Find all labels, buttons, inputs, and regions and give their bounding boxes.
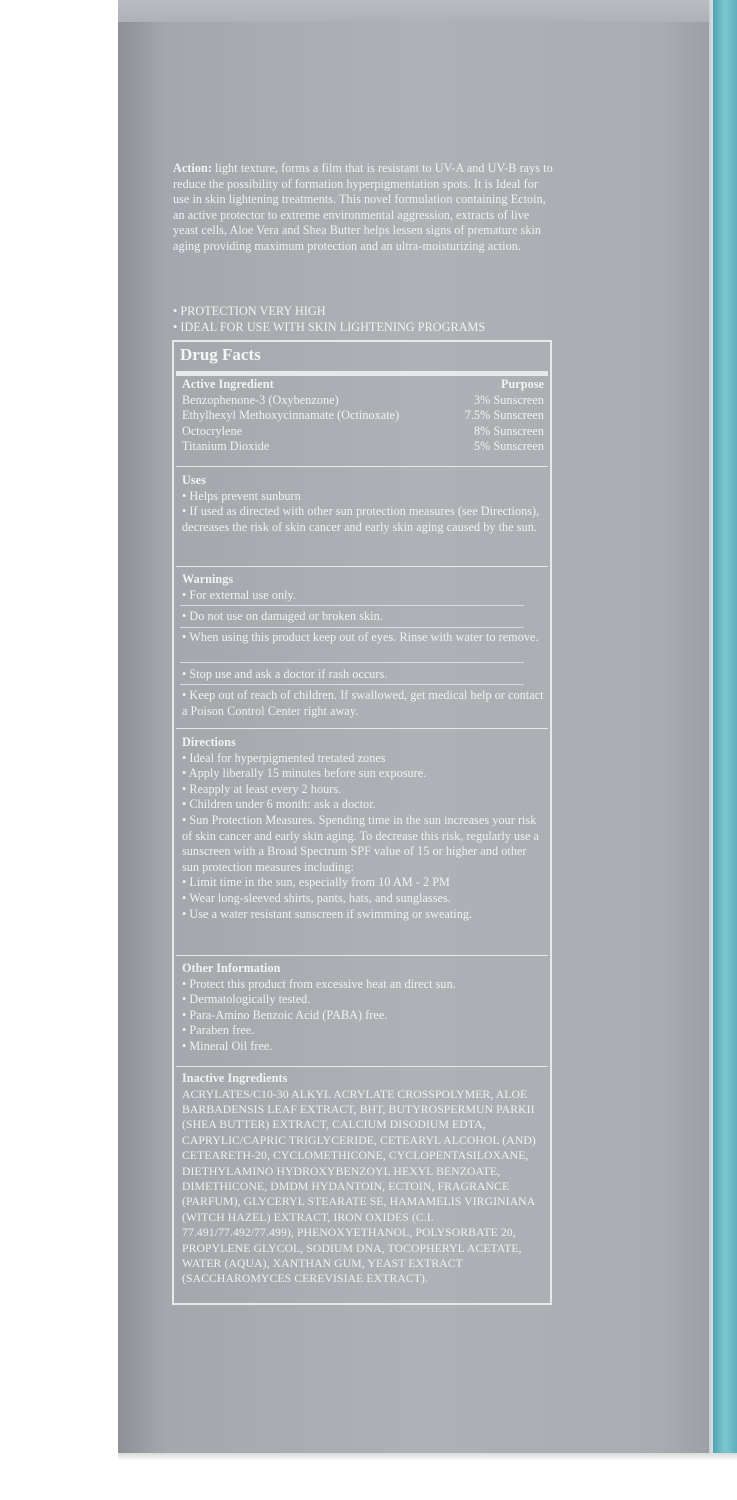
other-item: • Paraben free. — [182, 1023, 255, 1038]
claim-item: • PROTECTION VERY HIGH — [173, 304, 326, 318]
action-label: Action: — [173, 161, 212, 175]
direction-item: • Reapply at least every 2 hours. — [182, 781, 342, 796]
other-item: • Protect this product from excessive heat an direct sun. — [182, 976, 456, 991]
ingredient-name: Benzophenone-3 (Oxybenzone) — [182, 392, 339, 407]
ingredient-row — [182, 393, 544, 409]
direction-item: • Use a water resistant sunscreen if swimming or sweating. — [182, 906, 473, 921]
drug-facts-title: Drug Facts — [180, 345, 261, 364]
direction-item: • Apply liberally 15 minutes before sun exposure. — [182, 766, 427, 781]
warning-divider — [180, 627, 524, 628]
direction-item: • Limit time in the sun, especially from 10 AM - 2 PM — [182, 875, 450, 890]
inactive-ingredients-title: Inactive Ingredients — [182, 1071, 288, 1085]
uses-section — [182, 473, 544, 535]
other-item: • Para-Amino Benzoic Acid (PABA) free. — [182, 1007, 388, 1022]
action-text: light texture, forms a film that is resistant to UV-A and UV-B rays to reduce the possibility of formation hyperpigmentation spots. It is Ideal for use in skin lightening treatments. This novel formulation containing Ectoin, an active protector to extreme environmental aggression, extracts of live yeast cells, Aloe Vera and Shea Butter helps lessen signs of premature skin aging providing maximum protection and an ultra-moisturizing action. — [173, 161, 553, 253]
box-top-edge — [118, 0, 718, 22]
other-information-title: Other Information — [182, 961, 281, 975]
other-information-section — [182, 961, 544, 1055]
section-divider — [176, 566, 548, 567]
directions-section — [182, 735, 544, 922]
drug-facts-rule — [176, 371, 548, 376]
claims-list — [173, 304, 553, 335]
warning-item: • Keep out of reach of children. If swallowed, get medical help or contact a Poison Control Center right away. — [182, 688, 544, 718]
teal-side-panel — [713, 0, 737, 1453]
warnings-section — [182, 572, 544, 603]
direction-item: • Ideal for hyperpigmented tretated zones — [182, 750, 386, 765]
claim-item: • IDEAL FOR USE WITH SKIN LIGHTENING PROGRAMS — [173, 319, 486, 334]
ingredient-name: Ethylhexyl Methoxycinnamate (Octinoxate) — [182, 408, 400, 423]
directions-title: Directions — [182, 735, 236, 749]
ingredient-purpose: 8% Sunscreen — [474, 423, 544, 438]
section-divider — [176, 466, 548, 467]
warning-item: • When using this product keep out of eyes. Rinse with water to remove. — [182, 630, 539, 644]
ingredient-purpose: 3% Sunscreen — [474, 392, 544, 407]
ingredient-purpose: 7.5% Sunscreen — [464, 408, 544, 423]
other-item: • Dermatologically tested. — [182, 992, 311, 1007]
inactive-ingredients-list: ACRYLATES/C10-30 ALKYL ACRYLATE CROSSPOLYMER, ALOE BARBADENSIS LEAF EXTRACT, BHT, BUTYROSPERMUN PARKII (SHEA BUTTER) EXTRACT, CALCIUM DISODIUM EDTA, CAPRYLIC/CAPRIC TRIGLYCERIDE, CETEARYL ALCOHOL (AND) CETEARETH-20, CYCLOMETHICONE, CYCLOPENTASILOXANE, DIETHYLAMINO HYDROXYBENZOYL HEXYL BENZOATE, DIMETHICONE, DMDM HYDANTOIN, ECTOIN, FRAGRANCE (PARFUM), GLYCERYL STEARATE SE, HAMAMELIS VIRGINIANA (WITCH HAZEL) EXTRACT, IRON OXIDES (C.I. 77.491/77.492/77.499), PHENOXYETHANOL, POLYSORBATE 20, PROPYLENE GLYCOL, SODIUM DNA, TOCOPHERYL ACETATE, WATER (AQUA), XANTHAN GUM, YEAST EXTRACT (SACCHAROMYCES CEREVISIAE EXTRACT). — [182, 1087, 536, 1286]
section-divider — [176, 955, 548, 956]
warning-item: • Stop use and ask a doctor if rash occurs. — [182, 667, 388, 681]
warning-item: • For external use only. — [182, 587, 296, 602]
inactive-ingredients-section — [182, 1071, 544, 1287]
uses-title: Uses — [182, 473, 206, 487]
ingredient-purpose: 5% Sunscreen — [474, 439, 544, 454]
active-ingredients-section — [182, 377, 544, 455]
ingredient-row — [182, 408, 544, 424]
action-paragraph — [173, 161, 553, 255]
warning-item: • Do not use on damaged or broken skin. — [182, 609, 383, 623]
ingredient-name: Octocrylene — [182, 423, 243, 438]
ingredient-row — [182, 424, 544, 440]
box-shadow — [118, 1453, 737, 1461]
direction-item: • Sun Protection Measures. Spending time in the sun increases your risk of skin cancer and early skin aging. To decrease this risk, regularly use a sunscreen with a Broad Spectrum SPF value of 15 or higher and other sun protection measures including: — [182, 812, 540, 874]
purpose-header: Purpose — [500, 377, 544, 391]
warning-divider — [180, 662, 524, 663]
direction-item: • Wear long-sleeved shirts, pants, hats, and sunglasses. — [182, 890, 451, 905]
warning-divider — [180, 684, 524, 685]
ingredient-row — [182, 439, 544, 455]
section-divider — [176, 728, 548, 729]
active-ingredient-header: Active Ingredient — [182, 377, 274, 391]
uses-item: • Helps prevent sunburn — [182, 488, 301, 503]
other-item: • Mineral Oil free. — [182, 1038, 273, 1053]
direction-item: • Children under 6 month: ask a doctor. — [182, 797, 376, 812]
section-divider — [176, 1066, 548, 1067]
uses-item: • If used as directed with other sun protection measures (see Directions), decreases the risk of skin cancer and early skin aging caused by the sun. — [182, 504, 540, 534]
ingredient-name: Titanium Dioxide — [182, 439, 270, 454]
warning-divider — [180, 605, 524, 606]
warnings-title: Warnings — [182, 572, 234, 586]
